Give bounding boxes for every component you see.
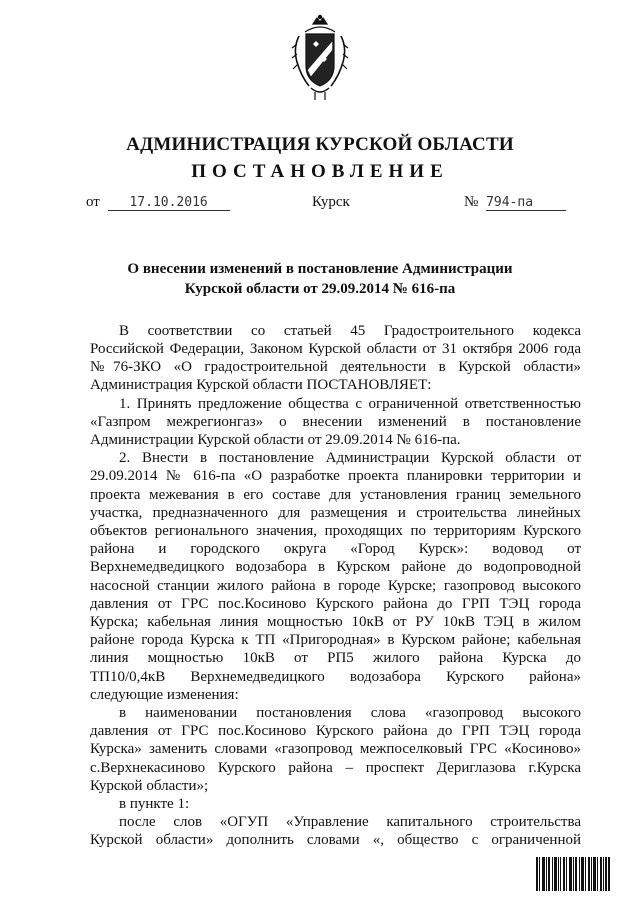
body-line: Курска» заменить словами «газопровод межпоселковый ГРС «Косиново» — [90, 741, 581, 757]
body-line: 29.09.2014 № 616-па «О разработке проекта планировки территории и — [90, 468, 581, 484]
document-subject — [110, 259, 530, 299]
body-line: Курска; кабельная линия мощностью 10кВ от РУ 10кВ ТЭЦ в жилом — [90, 614, 581, 630]
body-line: Администрации Курской области от 29.09.2014 № 616-па. — [90, 432, 461, 448]
body-line: №76-ЗКО «О градостроительной деятельности в Курской области» — [90, 359, 581, 375]
body-line: Курской области»; — [90, 778, 209, 794]
body-line: с.Верхнекасиново Курского района – проспект Дериглазова г.Курска — [90, 760, 581, 776]
body-line: давления от ГРС пос.Косиново Курского района до ГРП ТЭЦ города — [90, 723, 581, 739]
body-line: давления от ГРС пос.Косиново Курского района до ГРП ТЭЦ города — [90, 596, 581, 612]
body-line: 2. Внести в постановление Администрации Курской области от — [119, 450, 581, 466]
document-number: 794-па — [486, 196, 566, 211]
body-line: проекта межевания в его составе для установления границ земельного — [90, 487, 581, 503]
body-line: района и городского округа «Город Курск»: водовод от — [90, 541, 581, 557]
body-line: В соответствии со статьей 45 Градостроительного кодекса — [119, 323, 581, 339]
body-line: Курской области» дополнить словами «, общество с ограниченной — [90, 832, 581, 848]
body-line: районе города Курска к ТП «Пригородная» в Курском районе; кабельная — [90, 632, 581, 648]
date-block — [86, 194, 230, 211]
body-line: участка, предназначенного для размещения и строительства линейных — [90, 505, 581, 521]
body-line: ТП10/0,4кВ Верхнемедведицкого водозабора Курского района» — [90, 669, 581, 685]
body-line: Российской Федерации, Законом Курской области от 31 октября 2006 года — [90, 341, 581, 357]
body-line: следующие изменения: — [90, 687, 239, 703]
body-line: в пункте 1: — [119, 796, 190, 812]
body-line: линия мощностью 10кВ от РП5 жилого района Курска до — [90, 650, 581, 666]
subject-line: О внесении изменений в постановление Администрации — [127, 261, 513, 277]
number-block — [464, 194, 566, 211]
date-prefix: от — [86, 194, 100, 210]
body-line: после слов «ОГУП «Управление капитального строительства — [119, 814, 581, 830]
coat-of-arms-icon — [291, 14, 349, 102]
body-line: объектов регионального значения, проходящих по территориям Курского — [90, 523, 581, 539]
barcode-icon — [536, 857, 610, 891]
document-type: ПОСТАНОВЛЕНИЕ — [191, 161, 449, 182]
organization-title: АДМИНИСТРАЦИЯ КУРСКОЙ ОБЛАСТИ — [126, 134, 514, 155]
city: Курск — [312, 194, 350, 210]
body-line: «Газпром межрегионгаз» о внесении изменений в постановление — [90, 414, 581, 430]
body-line: Администрация Курской области ПОСТАНОВЛЯЕТ: — [90, 377, 432, 393]
body-line: насосной станции жилого района в городе Курске; газопровод высокого — [90, 578, 581, 594]
body-line: Верхнемедведицкого водозабора в Курском районе до водопроводной — [90, 559, 581, 575]
number-prefix: № — [464, 194, 479, 210]
body-line: в наименовании постановления слова «газопровод высокого — [119, 705, 581, 721]
body-line: 1. Принять предложение общества с ограниченной ответственностью — [119, 396, 581, 412]
subject-line: Курской области от 29.09.2014 № 616-па — [184, 281, 456, 297]
date-value: 17.10.2016 — [108, 196, 230, 211]
